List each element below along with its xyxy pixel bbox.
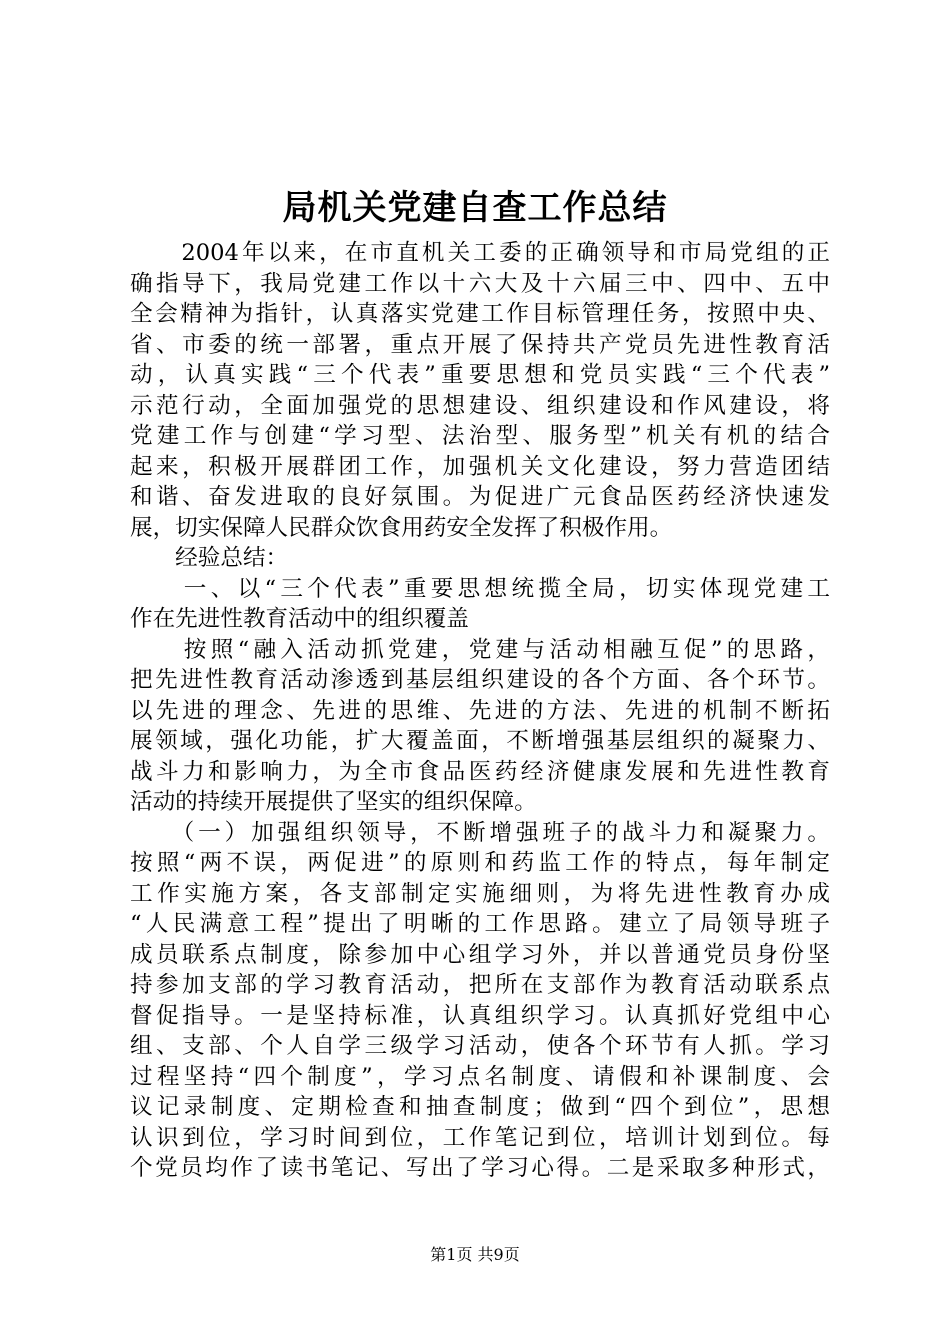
paragraph-line: 动，认真实践“三个代表”重要思想和党员实践“三个代表” [130,362,830,388]
paragraph-line: 组、支部、个人自学三级学习活动，使各个环节有人抓。学习 [130,1033,830,1059]
paragraph-line: 示范行动，全面加强党的思想建设、组织建设和作风建设，将 [130,392,830,419]
paragraph-line: 和谐、奋发进取的良好氛围。为促进广元食品医药经济快速发 [130,484,830,510]
page-footer: 第1页 共9页 [430,1245,520,1264]
document-title: 局机关党建自查工作总结 [282,188,668,228]
paragraph-line: 按照“融入活动抓党建，党建与活动相融互促”的思路， [130,636,830,663]
paragraph-line: 工作实施方案，各支部制定实施细则，为将先进性教育办成 [130,880,830,907]
paragraph-line: 把先进性教育活动渗透到基层组织建设的各个方面、各个环节。 [130,667,830,693]
paragraph-line: 经验总结： [130,545,289,571]
paragraph-line: （一）加强组织领导，不断增强班子的战斗力和凝聚力。 [130,819,830,846]
paragraph-line: 认识到位，学习时间到位，工作笔记到位，培训计划到位。每 [130,1124,830,1151]
paragraph-line: 展，切实保障人民群众饮食用药安全发挥了积极作用。 [130,514,673,541]
paragraph-line: 成员联系点制度，除参加中心组学习外，并以普通党员身份坚 [130,941,830,968]
paragraph-line: 党建工作与创建“学习型、法治型、服务型”机关有机的结合 [130,423,830,449]
paragraph-line: “人民满意工程”提出了明晰的工作思路。建立了局领导班子 [130,911,830,937]
paragraph-line: 一、以“三个代表”重要思想统揽全局，切实体现党建工 [130,575,830,602]
paragraph-line: 全会精神为指针，认真落实党建工作目标管理任务，按照中央、 [130,301,830,327]
paragraph-line: 省、市委的统一部署，重点开展了保持共产党员先进性教育活 [130,331,830,358]
document-body [130,238,830,1184]
paragraph-line: 督促指导。一是坚持标准，认真组织学习。认真抓好党组中心 [130,1002,830,1029]
paragraph-line: 议记录制度、定期检查和抽查制度；做到“四个到位”，思想 [130,1094,830,1120]
paragraph-line: 2004年以来，在市直机关工委的正确领导和市局党组的正 [130,240,830,266]
paragraph-line: 按照“两不误，两促进”的原则和药监工作的特点，每年制定 [130,850,830,876]
paragraph-line: 以先进的理念、先进的思维、先进的方法、先进的机制不断拓 [130,697,830,724]
paragraph-line: 活动的持续开展提供了坚实的组织保障。 [130,789,537,815]
paragraph-line: 展领域，强化功能，扩大覆盖面，不断增强基层组织的凝聚力、 [130,728,830,754]
paragraph-line: 确指导下，我局党建工作以十六大及十六届三中、四中、五中 [130,270,830,297]
paragraph-line: 起来，积极开展群团工作，加强机关文化建设，努力营造团结 [130,453,830,480]
paragraph-line: 战斗力和影响力，为全市食品医药经济健康发展和先进性教育 [130,758,830,785]
paragraph-line: 个党员均作了读书笔记、写出了学习心得。二是采取多种形式， [130,1155,830,1181]
paragraph-line: 持参加支部的学习教育活动，把所在支部作为教育活动联系点 [130,972,830,998]
paragraph-line: 作在先进性教育活动中的组织覆盖 [130,606,469,632]
paragraph-line: 过程坚持“四个制度”，学习点名制度、请假和补课制度、会 [130,1063,830,1090]
